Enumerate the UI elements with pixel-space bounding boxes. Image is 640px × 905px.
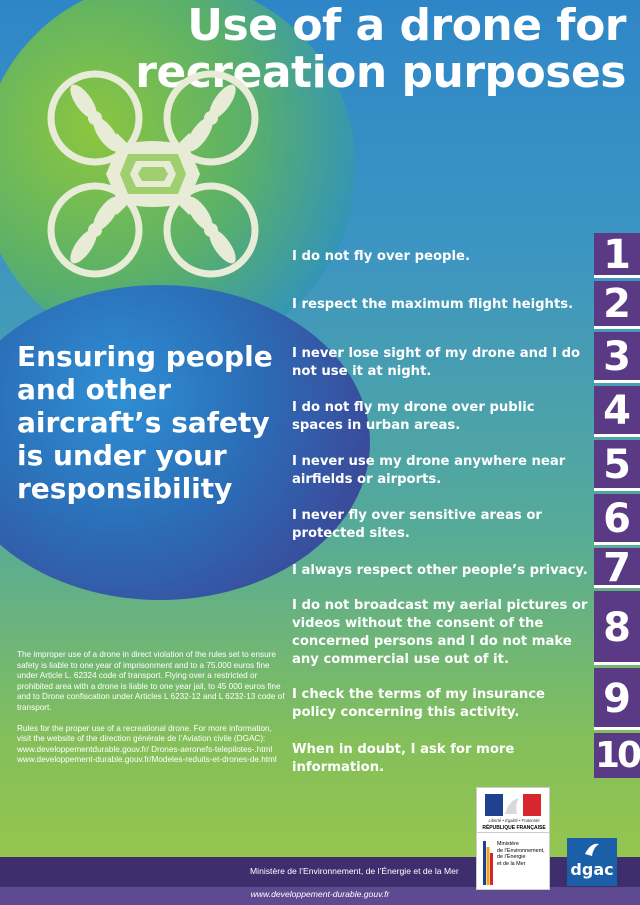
rule-9-text: I check the terms of my insurance policy concerning this activity.: [292, 687, 546, 720]
footer-ministry-name: Ministère de l’Environnement, de l’Énergie et de la Mer: [250, 866, 459, 876]
rules-list: [292, 0, 640, 790]
rule-6-number: 6: [594, 494, 640, 545]
dgac-logo: [567, 838, 617, 886]
ministry-logo-text: [497, 841, 549, 867]
ministry-logo-line-4: et de la Mer: [497, 860, 526, 867]
rule-6-text: I never fly over sensitive areas or protected sites.: [292, 508, 542, 541]
rule-8-number: 8: [594, 591, 640, 665]
dgac-bird-icon: [583, 842, 601, 858]
rule-3-number: 3: [594, 332, 640, 383]
dgac-label: dgac: [570, 860, 614, 879]
rule-2-text: I respect the maximum flight heights.: [292, 297, 574, 312]
rule-9-number: 9: [594, 668, 640, 730]
rule-1-number: 1: [594, 233, 640, 278]
rule-1-text: I do not fly over people.: [292, 249, 470, 264]
drone-icon: [40, 66, 266, 282]
rule-5-number: 5: [594, 440, 640, 491]
rule-4-number: 4: [594, 386, 640, 437]
footer-url-link[interactable]: www.developpement-durable.gouv.fr: [250, 889, 390, 899]
rule-10-text: When in doubt, I ask for more information.: [292, 742, 515, 775]
rf-motto: Liberté • Égalité • Fraternité: [488, 818, 540, 823]
legal-rules-info-text: Rules for the proper use of a recreational drone. For more information, visit the website of the direction générale de l’Aviation civile (DGAC):: [17, 723, 272, 744]
rule-3-text: I never lose sight of my drone and I do not use it at night.: [292, 346, 581, 379]
rule-4-text: I do not fly my drone over public spaces in urban areas.: [292, 400, 535, 433]
marianne-flag-icon: [485, 794, 541, 816]
legal-url-1[interactable]: www.developpementdurable.gouv.fr/ Drones-aeronefs-telepilotes-.html: [17, 744, 273, 754]
ministry-logo-line-3: de l’Énergie: [497, 854, 526, 861]
rule-10-number: 10: [594, 735, 640, 776]
poster-title: Use of a drone for recreation purposes: [135, 0, 626, 98]
rule-8-text: I do not broadcast my aerial pictures or videos without the consent of the concerned persons and I do not make any commercial use out of it.: [292, 598, 588, 667]
rule-7-number: 7: [594, 548, 640, 588]
legal-url-2[interactable]: www.developpement-durable.gouv.fr/Modeles-reduits-et-drones-de.html: [17, 755, 277, 765]
rule-7-text: I always respect other people’s privacy.: [292, 563, 588, 578]
ministry-logo: [476, 832, 550, 890]
legal-penalties-text: The improper use of a drone in direct violation of the rules set to ensure safety is liable to one year of imprisonment and to a 75.000 euros fine under Article L. 62324 code of transport. Flying over a restricted or prohibited area with a drone is liable to one year jail, to 45 000 euros fine and to Drone confiscation under Articles L 6232-12 and L 6232-13 code of transport.: [17, 650, 285, 712]
ministry-stripes-icon: [483, 841, 493, 885]
rule-5-text: I never use my drone anywhere near airfields or airports.: [292, 454, 566, 487]
legal-notice: [17, 650, 287, 766]
rf-name: RÉPUBLIQUE FRANÇAISE: [482, 825, 546, 831]
rule-2-number: 2: [594, 281, 640, 329]
ministry-logo-line-1: Ministère: [497, 841, 519, 847]
tagline: Ensuring people and other aircraft’s safety is under your responsibility: [17, 340, 273, 505]
ministry-logo-line-2: de l’Environnement,: [497, 847, 545, 854]
